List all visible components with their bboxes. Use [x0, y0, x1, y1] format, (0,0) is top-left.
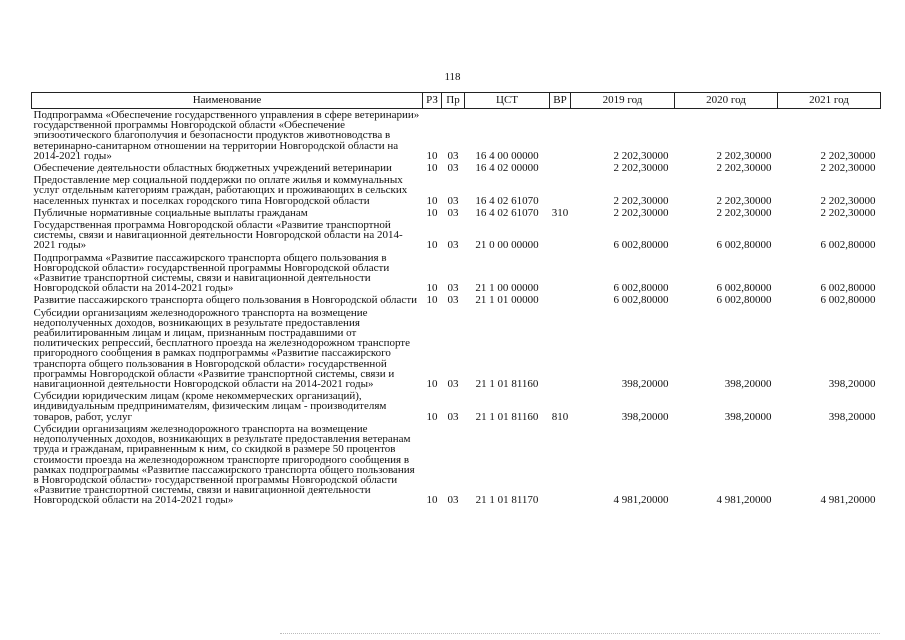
cell-name: Развитие пассажирского транспорта общего пользования в Новгородской области: [33, 294, 418, 307]
cell-name: Субсидии юридическим лицам (кроме некоммерческих организаций), индивидуальным предпринимателям, физическим лицам - производителям товаров, работ, услуг: [33, 390, 387, 423]
cell-y2019: 2 202,30000: [613, 162, 669, 175]
cell-rz: 10: [426, 194, 438, 207]
cell-pr: 03: [447, 206, 459, 219]
cell-cst: 21 1 01 81160: [475, 410, 539, 423]
cell-pr: 03: [447, 282, 459, 295]
cell-y2020: 2 202,30000: [716, 149, 772, 162]
cell-y2021: 2 202,30000: [820, 149, 876, 162]
scan-artifact-line: [280, 633, 880, 636]
header-cst: ЦСТ: [465, 93, 550, 109]
cell-y2020: 6 002,80000: [716, 294, 772, 307]
table-row: [32, 307, 881, 391]
cell-y2020: 2 202,30000: [716, 206, 772, 219]
cell-cst: 21 1 01 00000: [475, 294, 539, 307]
cell-rz: 10: [426, 378, 438, 391]
cell-name: Подпрограмма «Развитие пассажирского транспорта общего пользования в Новгородской области» государственной программы Новгородской области «Развитие транспортной системы, связи и навигационной деятельности Новгородской области на 2014-2021 годы»: [33, 251, 390, 295]
cell-y2021: 2 202,30000: [820, 194, 876, 207]
cell-vr: [550, 307, 571, 391]
cell-rz: 10: [426, 162, 438, 175]
table-row: [32, 423, 881, 507]
cell-rz: 10: [426, 294, 438, 307]
cell-y2020: 2 202,30000: [716, 194, 772, 207]
cell-y2019: 2 202,30000: [613, 206, 669, 219]
cell-pr: 03: [447, 378, 459, 391]
cell-pr: 03: [447, 149, 459, 162]
cell-rz: 10: [426, 149, 438, 162]
cell-cst: 21 1 00 00000: [475, 282, 539, 295]
table-row: [32, 207, 881, 219]
cell-cst: 16 4 02 61070: [475, 194, 539, 207]
cell-pr: 03: [447, 294, 459, 307]
cell-vr: [550, 252, 571, 295]
table-row: [32, 294, 881, 306]
budget-table: [31, 92, 881, 507]
header-2021: 2021 год: [778, 93, 881, 109]
cell-pr: 03: [447, 410, 459, 423]
cell-y2019: 6 002,80000: [613, 294, 669, 307]
cell-y2019: 398,20000: [621, 410, 669, 423]
cell-cst: 21 1 01 81170: [475, 494, 539, 507]
cell-rz: 10: [426, 282, 438, 295]
cell-y2021: 6 002,80000: [820, 239, 876, 252]
cell-name: Обеспечение деятельности областных бюджетных учреждений ветеринарии: [33, 162, 392, 175]
cell-y2020: 6 002,80000: [716, 239, 772, 252]
cell-rz: 10: [426, 494, 438, 507]
cell-y2019: 4 981,20000: [613, 494, 669, 507]
cell-vr: 810: [551, 410, 569, 423]
cell-y2021: 4 981,20000: [820, 494, 876, 507]
cell-vr: [550, 423, 571, 507]
cell-y2020: 398,20000: [724, 410, 772, 423]
cell-y2020: 2 202,30000: [716, 162, 772, 175]
cell-rz: 10: [426, 206, 438, 219]
cell-rz: 10: [426, 410, 438, 423]
cell-cst: 21 1 01 81160: [475, 378, 539, 391]
cell-cst: 21 0 00 00000: [475, 239, 539, 252]
cell-name: Субсидии организациям железнодорожного транспорта на возмещение недополученных доходов, возникающих в результате предоставления ветеранам труда и гражданам, приравненным к ним, со скидкой в размере 50 процентов стоимости проезда на железнодорожном транспорте пригородного сообщения в рамках подпрограммы «Развитие пассажирского транспорта общего пользования в Новгородской области» государственной программы Новгородской области «Развитие транспортной системы, связи и навигационной деятельности Новгородской области на 2014-2021 годы»: [33, 422, 415, 507]
cell-y2020: 6 002,80000: [716, 282, 772, 295]
cell-pr: 03: [447, 162, 459, 175]
cell-name: Государственная программа Новгородской области «Развитие транспортной системы, связи и навигационной деятельности Новгородской области на 2014-2021 годы»: [33, 219, 403, 252]
table-row: [32, 252, 881, 295]
table-row: [32, 109, 881, 163]
cell-rz: 10: [426, 239, 438, 252]
cell-y2021: 6 002,80000: [820, 282, 876, 295]
table-row: [32, 174, 881, 207]
page-number: 118: [444, 71, 461, 83]
cell-pr: 03: [447, 494, 459, 507]
header-rz: РЗ: [423, 93, 442, 109]
header-name: Наименование: [32, 93, 423, 109]
table-row: [32, 219, 881, 252]
header-2019: 2019 год: [571, 93, 675, 109]
cell-vr: [550, 109, 571, 163]
cell-pr: 03: [447, 239, 459, 252]
header-pr: Пр: [442, 93, 465, 109]
cell-vr: [550, 219, 571, 252]
cell-y2019: 398,20000: [621, 378, 669, 391]
cell-cst: 16 4 02 61070: [475, 206, 539, 219]
cell-vr: 310: [551, 206, 569, 219]
cell-pr: 03: [447, 194, 459, 207]
cell-y2019: 2 202,30000: [613, 149, 669, 162]
cell-vr: [550, 162, 571, 174]
cell-y2021: 2 202,30000: [820, 162, 876, 175]
table-body: [32, 109, 881, 507]
cell-name: Подпрограмма «Обеспечение государственного управления в сфере ветеринарии» государственной программы Новгородской области «Обеспечение эпизоотического благополучия и безопасности продуктов животноводства в ветеринарно-санитарном отношении на территории Новгородской области на 2014-2021 годы»: [33, 109, 420, 162]
cell-vr: [550, 174, 571, 207]
cell-name: Предоставление мер социальной поддержки по оплате жилья и коммунальных услуг отдельным категориям граждан, работающих и проживающих в сельских населенных пунктах и поселках городского типа Новгородской области: [33, 174, 408, 207]
cell-cst: 16 4 02 00000: [475, 162, 539, 175]
cell-y2021: 398,20000: [828, 378, 876, 391]
cell-name: Субсидии организациям железнодорожного транспорта на возмещение недополученных доходов, возникающих в результате предоставления реабилитированным лицам и лицам, признанным пострадавшими от политических репрессий, бесплатного проезда на железнодорожном транспорте пригородного сообщения в рамках подпрограммы «Развитие пассажирского транспорта общего пользования в Новгородской области» государственной программы Новгородской области «Развитие транспортной системы, связи и навигационной деятельности Новгородской области на 2014-2021 годы»: [33, 306, 410, 391]
header-vr: ВР: [550, 93, 571, 109]
cell-y2021: 398,20000: [828, 410, 876, 423]
cell-y2021: 2 202,30000: [820, 206, 876, 219]
table-row: [32, 390, 881, 423]
cell-cst: 16 4 00 00000: [475, 149, 539, 162]
cell-y2021: 6 002,80000: [820, 294, 876, 307]
header-2020: 2020 год: [675, 93, 778, 109]
cell-vr: [550, 294, 571, 306]
cell-name: Публичные нормативные социальные выплаты гражданам: [33, 206, 308, 219]
cell-y2020: 398,20000: [724, 378, 772, 391]
table-row: [32, 162, 881, 174]
cell-y2020: 4 981,20000: [716, 494, 772, 507]
table-header-row: [32, 93, 881, 109]
cell-y2019: 2 202,30000: [613, 194, 669, 207]
cell-y2019: 6 002,80000: [613, 282, 669, 295]
cell-y2019: 6 002,80000: [613, 239, 669, 252]
